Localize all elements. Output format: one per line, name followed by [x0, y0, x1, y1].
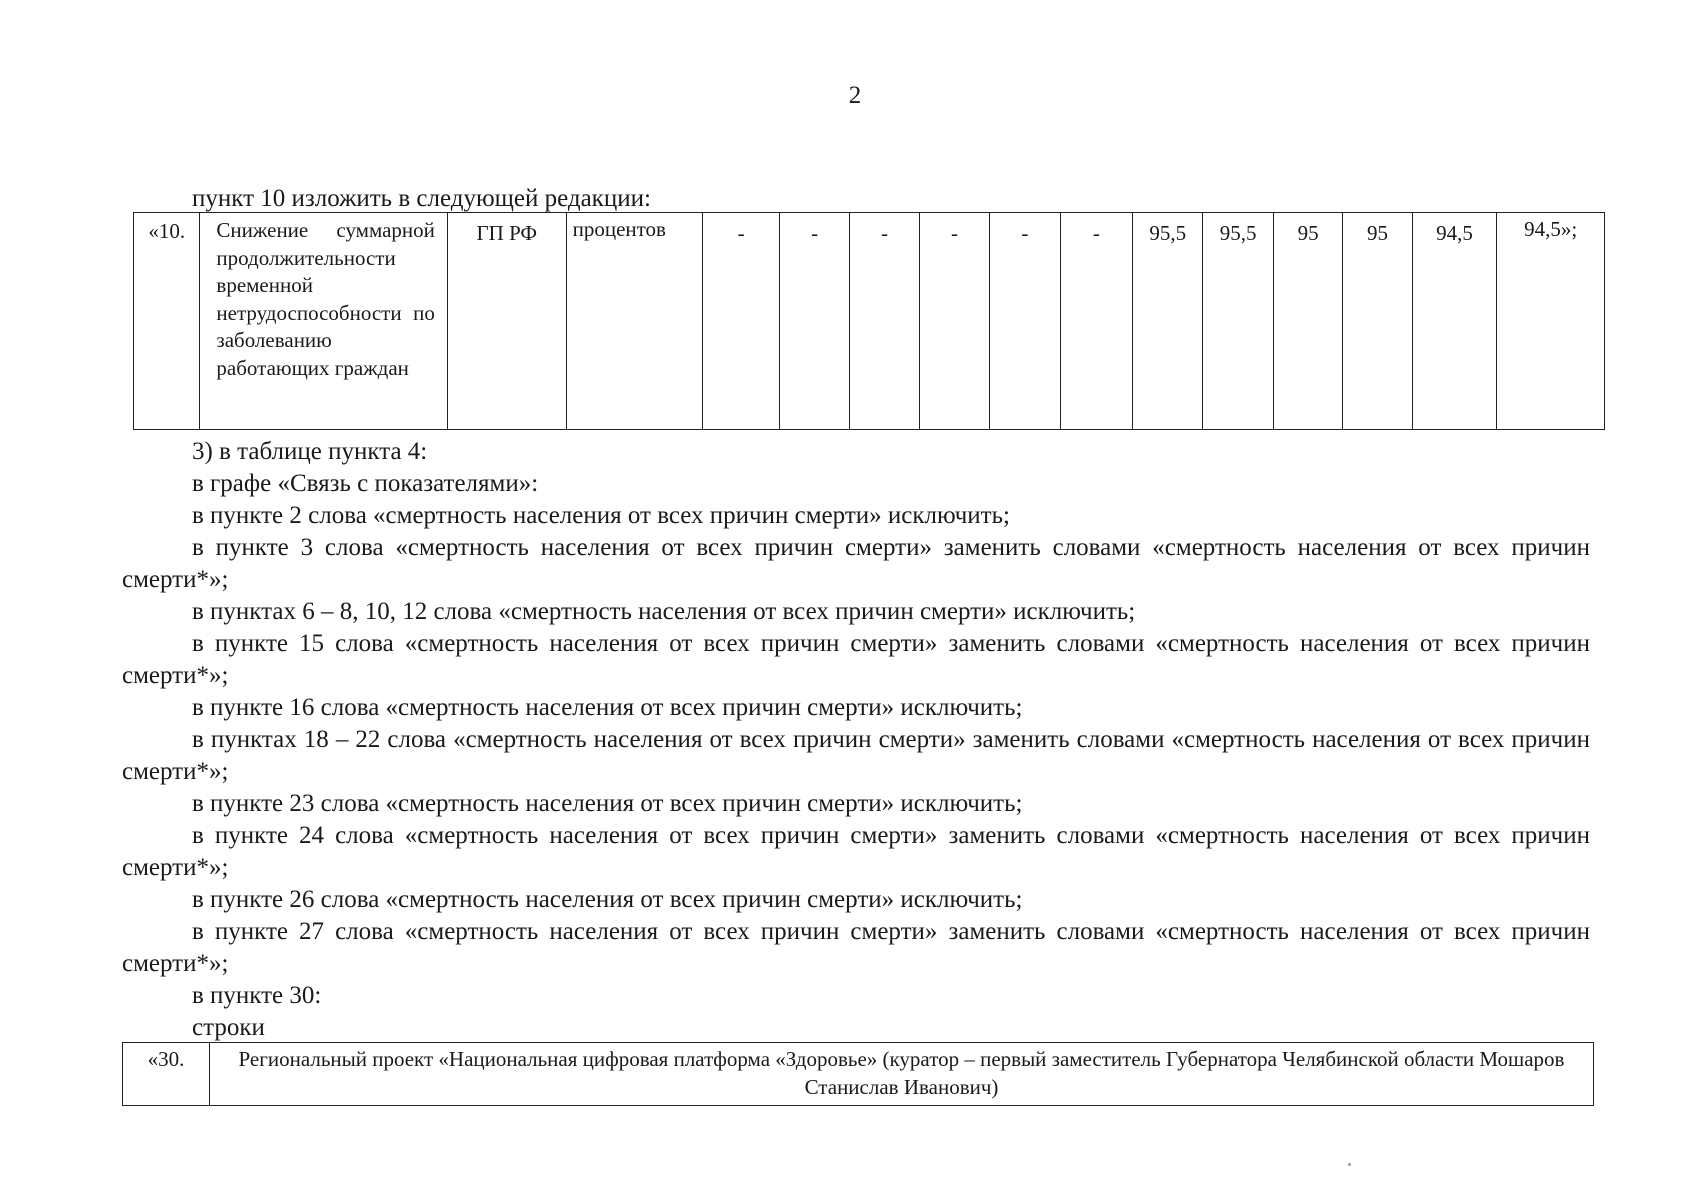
value-cell: 95 [1343, 213, 1412, 430]
value-cell: 95,5 [1203, 213, 1273, 430]
value-cell: - [1060, 213, 1132, 430]
indicator-name: Снижение суммарной продолжительности временной нетрудоспособности по заболеванию работающих граждан [200, 213, 448, 430]
paragraph [122, 500, 1590, 532]
value-cell: 95,5 [1133, 213, 1203, 430]
value-cell: - [779, 213, 849, 430]
paragraph [122, 628, 1590, 692]
paragraph-text: в пункте 26 слова «смертность населения от всех причин смерти» исключить; [192, 886, 1023, 913]
paragraph [122, 596, 1590, 628]
paragraph-text: в пункте 27 слова «смертность населения от всех причин смерти» заменить словами «смертность населения от всех причин смерти*»; [122, 918, 1590, 977]
paragraph [122, 980, 1590, 1012]
paragraph-text: 3) в таблице пункта 4: [192, 438, 428, 465]
paragraph-text: в пункте 15 слова «смертность населения от всех причин смерти» заменить словами «смертность населения от всех причин смерти*»; [122, 630, 1590, 689]
paragraph-text: в пунктах 18 – 22 слова «смертность населения от всех причин смерти» заменить словами «смертность населения от всех причин смерти*»; [122, 726, 1590, 785]
paragraph-text: в графе «Связь с показателями»: [192, 470, 539, 497]
paragraph-text: в пунктах 6 – 8, 10, 12 слова «смертность населения от всех причин смерти» исключить; [192, 598, 1136, 625]
paragraph [122, 532, 1590, 596]
paragraph-text: в пункте 23 слова «смертность населения от всех причин смерти» исключить; [192, 790, 1023, 817]
paragraph-text: в пункте 3 слова «смертность населения от всех причин смерти» заменить словами «смертность населения от всех причин смерти*»; [122, 534, 1590, 593]
paragraph-text: в пункте 30: [192, 982, 322, 1009]
paragraph [122, 468, 1590, 500]
value-cell: - [850, 213, 919, 430]
row-number: «30. [123, 1043, 210, 1106]
row-number: «10. [134, 213, 200, 430]
paragraph [122, 788, 1590, 820]
paragraph [122, 884, 1590, 916]
paragraph [122, 820, 1590, 884]
paragraph-text: строки [192, 1014, 265, 1041]
scan-speck [1348, 1163, 1351, 1166]
value-cell: - [919, 213, 989, 430]
indicator-source: ГП РФ [447, 213, 566, 430]
value-cell: - [703, 213, 779, 430]
indicator-unit: процентов [566, 213, 703, 430]
value-cell: 94,5»; [1497, 213, 1605, 430]
paragraph-text: в пункте 24 слова «смертность населения от всех причин смерти» заменить словами «смертность населения от всех причин смерти*»; [122, 822, 1590, 881]
table-row [123, 1043, 1594, 1106]
paragraph [122, 916, 1590, 980]
table-row [134, 213, 1605, 430]
value-cell: 94,5 [1412, 213, 1497, 430]
paragraph [122, 436, 1590, 468]
paragraph [122, 1012, 1590, 1044]
value-cell: 95 [1273, 213, 1342, 430]
paragraph-text: в пункте 2 слова «смертность населения от всех причин смерти» исключить; [192, 502, 1010, 529]
project-table-row-30 [122, 1042, 1594, 1106]
value-cell: - [990, 213, 1060, 430]
paragraph-text: в пункте 16 слова «смертность населения от всех причин смерти» исключить; [192, 694, 1023, 721]
indicator-table-row-10 [133, 212, 1605, 430]
paragraph [122, 724, 1590, 788]
project-description: Региональный проект «Национальная цифровая платформа «Здоровье» (куратор – первый заместитель Губернатора Челябинской области Мошаров Станислав Иванович) [210, 1043, 1594, 1106]
page-number: 2 [848, 82, 862, 109]
paragraph [122, 692, 1590, 724]
intro-text: пункт 10 изложить в следующей редакции: [192, 185, 651, 212]
